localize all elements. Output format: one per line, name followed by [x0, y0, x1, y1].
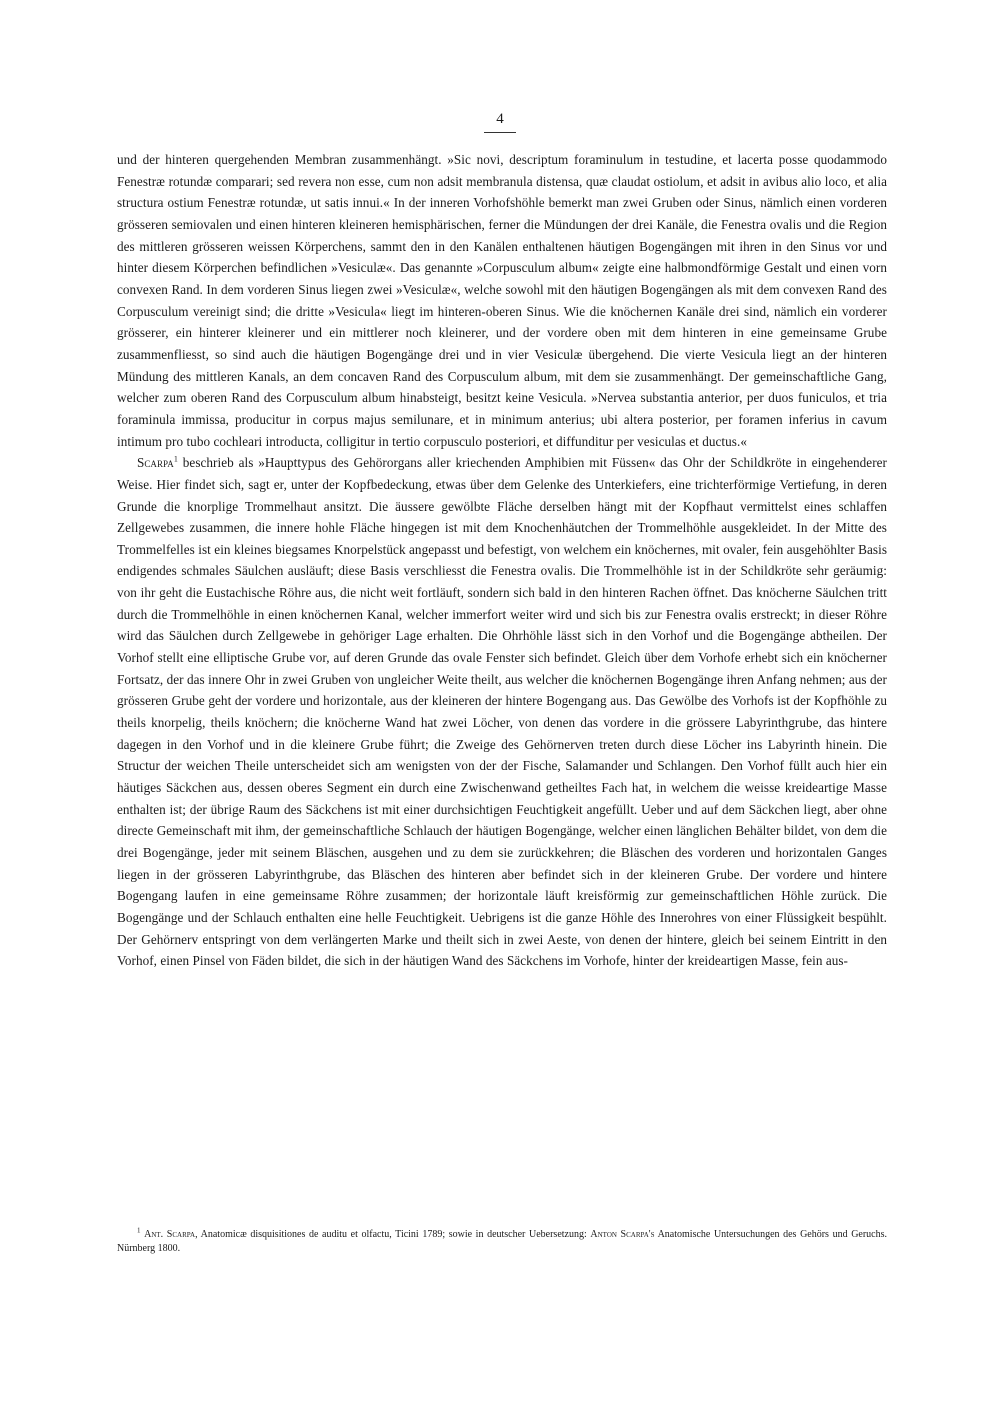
footnote-marker: 1: [137, 1226, 141, 1235]
page-number: 4: [496, 111, 504, 127]
footnote-author-2: Anton Scarpa's: [590, 1229, 655, 1240]
body-text: [117, 149, 887, 972]
footnote: [117, 1228, 887, 1256]
footnote-text-1: , Anatomicæ disquisitiones de auditu et olfactu, Ticini 1789; sowie in deutscher Uebersetzung:: [195, 1229, 591, 1240]
page-number-rule: [484, 132, 516, 133]
paragraph-2-text: beschrieb als »Haupttypus des Gehörorgans aller kriechenden Amphibien mit Füssen« das Ohr der Schildkröte in eingehenderer Weise. Hier findet sich, sagt er, unter der Kopfbedeckung, etwas über dem Gelenke des Unterkiefers, eine trichterförmige Vertiefung, in deren Grunde die knorplige Trommelhaut ansitzt. Die äussere gewölbte Fläche derselben hängt mit der Kopfhaut vermittelst eines schlaffen Zellgewebes zusammen, die innere hohle Fläche hingegen ist mit dem Knochenhäutchen der Trommelhöhle ausgekleidet. In der Mitte des Trommelfelles ist ein kleines biegsames Knorpelstück angepasst und befestigt, von welchem ein knöchernes, mit ovaler, fein ausgehöhlter Basis endigendes schmales Säulchen ausläuft; diese Basis verschliesst die Fenestra ovalis. Die Trommelhöhle ist in der Schildkröte sehr geräumig: von ihr geht die Eustachische Röhre aus, die nicht weit fortläuft, sondern sich bald in den hinteren Rachen öffnet. Das knöcherne Säulchen tritt durch die Trommelhöhle in einen knöchernen Kanal, welcher immerfort weiter wird und sich bis zur Fenestra ovalis erstreckt; in dieser Röhre wird das Säulchen durch Zellgewebe in gehöriger Lage erhalten. Die Ohrhöhle lässt sich in den Vorhof und die Bogengänge abtheilen. Der Vorhof stellt eine elliptische Grube vor, auf deren Grunde das ovale Fenster sich befindet. Gleich über dem Vorhofe erhebt sich ein knöcherner Fortsatz, der das innere Ohr in zwei Gruben von ungleicher Weite theilt, aus welcher die knöchernen Bogengänge ihren Anfang nehmen; aus der grösseren Grube geht der vordere und horizontale, aus der kleineren der hintere Bogengang aus. Das Gewölbe des Vorhofs ist der Kopfhöhle zu theils knorpelig, theils knöchern; die knöcherne Wand hat zwei Löcher, von denen das vordere in die grössere Labyrinthgrube, das hintere dagegen in den Vorhof und in die kleinere Grube führt; die Zweige des Gehörnerven treten durch diese Löcher ins Labyrinth hinein. Die Structur der weichen Theile unterscheidet sich am wenigsten von der der Fische, Salamander und Schlangen. Den Vorhof füllt auch hier ein häutiges Säckchen aus, dessen oberes Segment ein durch eine Zwischenwand getheiltes Fach hat, in welchem die weisse kreideartige Masse enthalten ist; der übrige Raum des Säckchens ist mit einer durchsichtigen Feuchtigkeit angefüllt. Ueber und auf dem Säckchen liegt, aber ohne directe Gemeinschaft mit ihm, der gemeinschaftliche Schlauch der häutigen Bogengänge, welcher einen länglichen Behälter bildet, von dem die drei Bogengänge, jeder mit seinem Bläschen, ausgehen und zu dem sie zurückkehren; die Bläschen des vorderen und horizontalen Ganges liegen in der grösseren Labyrinthgrube, das Bläschen des hinteren aber befindet sich in der kleineren Grube. Der vordere und hintere Bogengang laufen in eine gemeinsame Röhre zusammen; der horizontale läuft kreisförmig zur gemeinschaftlichen Höhle zurück. Die Bogengänge und der Schlauch enthalten eine helle Feuchtigkeit. Uebrigens ist die ganze Höhle des Innerohres von einer Flüssigkeit bespühlt. Der Gehörnerv entspringt von dem verlängerten Marke und theilt sich in zwei Aeste, von denen der hintere, gleich bei seinem Eintritt in den Vorhof, einen Pinsel von Fäden bildet, die sich in der häutigen Wand des Säckchens im Vorhofe, hinter der kreideartigen Masse, fein aus-: [117, 455, 887, 969]
footnote-text-2: Anatomische Untersuchungen des Gehörs und Geruchs. Nürnberg 1800.: [117, 1229, 888, 1254]
author-name: Scarpa: [137, 455, 174, 471]
footnote-author-1: Ant. Scarpa: [144, 1229, 196, 1240]
paragraph-1: und der hinteren quergehenden Membran zusammenhängt. »Sic novi, descriptum foraminulum in testudine, et lacerta posse quodammodo Fenestræ rotundæ comparari; sed revera non esse, cum non adsit membranula distensa, quæ claudat ostiolum, et adsit in avibus alio loco, et alia structura ostium Fenestræ rotundæ, ut satis innui.« In der inneren Vorhofshöhle bemerkt man zwei Gruben oder Sinus, nämlich einen vorderen grösseren semiovalen und einen hinteren kleineren hemisphärischen, ferner die Mündungen der drei Kanäle, die Fenestra ovalis und die Region des mittleren grösseren weissen Körperchens, sammt den in den Kanälen enthaltenen häutigen Bogengängen mit ihren in den Sinus vor und hinter diesem Körperchen befindlichen »Vesiculæ«. Das genannte »Corpusculum album« zeigte eine halbmondförmige Gestalt und einen vorn convexen Rand. In dem vorderen Sinus liegen zwei »Vesiculæ«, welche sowohl mit den häutigen Bogengängen als mit dem convexen Rand des Corpusculum vereinigt sind; die dritte »Vesicula« liegt im hinteren-oberen Sinus. Wie die knöchernen Kanäle drei sind, nämlich ein vorderer grösserer, ein hinterer kleinerer und ein mittlerer noch kleinerer, und der vordere oben mit dem hinteren in eine gemeinsame Grube zusammenfliesst, so sind auch die häutigen Bogengänge drei und in vier Vesiculæ übergehend. Die vierte Vesicula liegt an der hinteren Mündung des mittleren Kanals, an dem concaven Rand des Corpusculum album, mit dem sie zusammenhängt. Der gemeinschaftliche Gang, welcher zum oberen Rand des Corpusculum album hinabsteigt, besitzt keine Vesicula. »Nervea substantia anterior, per duos funiculos, et tria foraminula immissa, producitur in corpus majus semilunare, et in minimum anterius; ubi altera posterior, per foramen inferius in cavum intimum pro tubo cochleari introducta, colligitur in tertio corpusculo posteriori, et diffunditur per vesiculas et ductus.«: [117, 152, 887, 449]
footnote-reference[interactable]: 1: [173, 454, 178, 464]
paragraph-2: [117, 452, 887, 972]
